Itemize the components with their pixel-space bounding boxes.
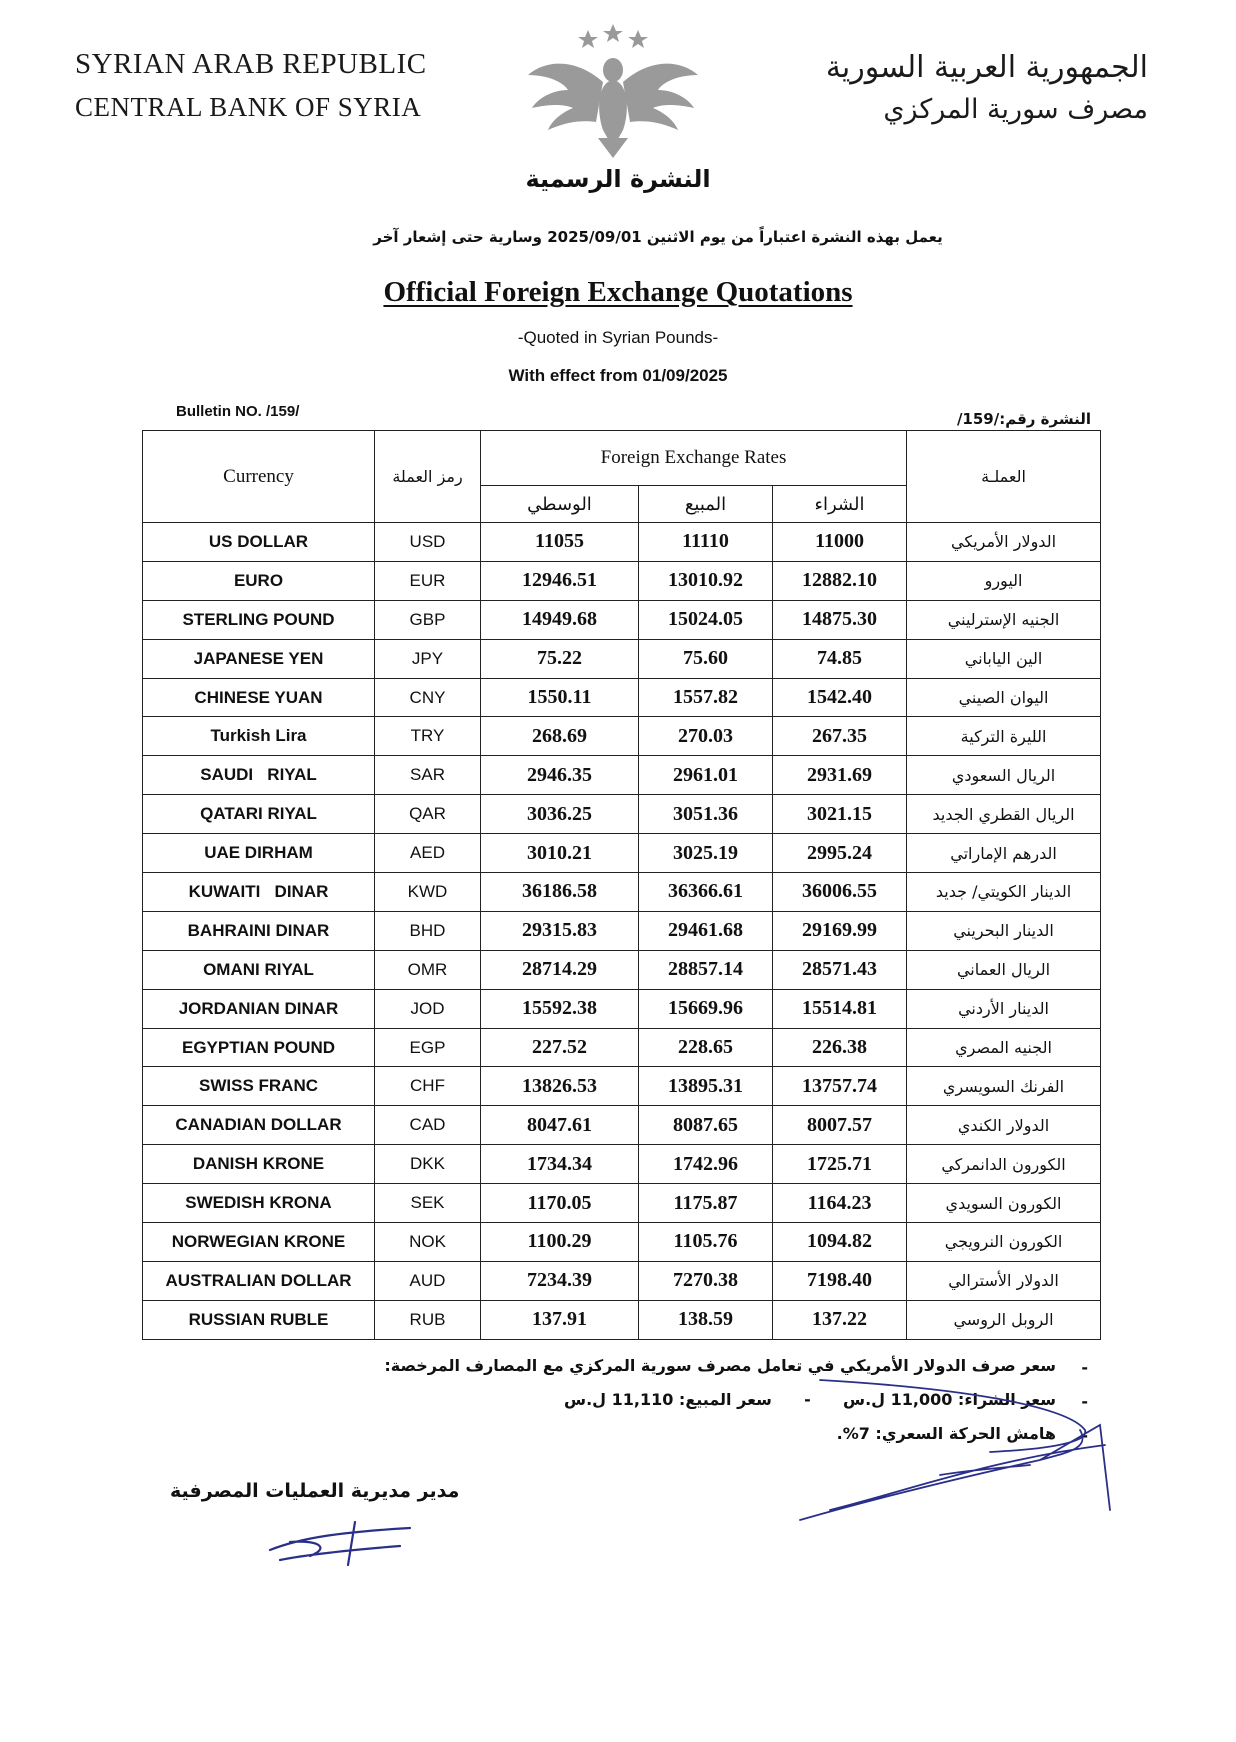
sell-rate: 7270.38 [639,1261,773,1300]
director-title: مدير مديرية العمليات المصرفية [170,1480,460,1502]
buy-rate: 29169.99 [773,911,907,950]
currency-name-ar: الريال العماني [907,950,1101,989]
table-row [143,1300,1101,1339]
page-title: Official Foreign Exchange Quotations [383,276,853,308]
currency-code: EGP [375,1028,481,1067]
sell-rate: 138.59 [639,1300,773,1339]
note-buy-rate: سعر الشراء: 11,000 ل.س [842,1390,1056,1409]
table-row [143,561,1101,600]
header-buy-ar: الشراء [773,486,907,523]
note-separator: - [804,1390,811,1409]
currency-name: US DOLLAR [143,523,375,562]
sell-rate: 1742.96 [639,1145,773,1184]
note-price-margin: هامش الحركة السعري: 7%. [836,1424,1056,1443]
currency-name-ar: الدينار البحريني [907,911,1101,950]
currency-name-ar: الليرة التركية [907,717,1101,756]
signature-right-icon [790,1370,1120,1540]
currency-name: RUSSIAN RUBLE [143,1300,375,1339]
currency-code: GBP [375,600,481,639]
currency-code: CHF [375,1067,481,1106]
currency-name-ar: الكورون النرويجي [907,1223,1101,1262]
sell-rate: 1175.87 [639,1184,773,1223]
page-subtitle: -Quoted in Syrian Pounds- [517,328,719,347]
currency-name-ar: الدينار الأردني [907,989,1101,1028]
table-row [143,989,1101,1028]
currency-name-ar: الريال السعودي [907,756,1101,795]
note-sell-rate: سعر المبيع: 11,110 ل.س [564,1390,772,1409]
effect-date: With effect from 01/09/2025 [508,366,728,385]
currency-name-ar: الكورون الدانمركي [907,1145,1101,1184]
mid-rate: 36186.58 [481,873,639,912]
sell-rate: 270.03 [639,717,773,756]
header-english-bank: CENTRAL BANK OF SYRIA [75,92,422,122]
currency-name: UAE DIRHAM [143,834,375,873]
header-english-country: SYRIAN ARAB REPUBLIC [75,48,427,80]
currency-code: BHD [375,911,481,950]
currency-name: BAHRAINI DINAR [143,911,375,950]
note-bullet: - [1081,1426,1088,1445]
mid-rate: 137.91 [481,1300,639,1339]
header-fx-rates: Foreign Exchange Rates [481,431,907,486]
sell-rate: 15024.05 [639,600,773,639]
buy-rate: 2995.24 [773,834,907,873]
mid-rate: 3010.21 [481,834,639,873]
currency-name: Turkish Lira [143,717,375,756]
mid-rate: 13826.53 [481,1067,639,1106]
table-row [143,717,1101,756]
currency-code: TRY [375,717,481,756]
table-row [143,523,1101,562]
currency-code: RUB [375,1300,481,1339]
currency-name: CANADIAN DOLLAR [143,1106,375,1145]
header-sell-ar: المبيع [639,486,773,523]
mid-rate: 268.69 [481,717,639,756]
note-bullet: - [1081,1392,1088,1411]
currency-name: SAUDI RIYAL [143,756,375,795]
buy-rate: 1542.40 [773,678,907,717]
currency-name: KUWAITI DINAR [143,873,375,912]
buy-rate: 267.35 [773,717,907,756]
currency-code: SEK [375,1184,481,1223]
mid-rate: 8047.61 [481,1106,639,1145]
sell-rate: 13010.92 [639,561,773,600]
currency-name: SWISS FRANC [143,1067,375,1106]
sell-rate: 36366.61 [639,873,773,912]
buy-rate: 14875.30 [773,600,907,639]
note-bullet: - [1081,1358,1088,1377]
buy-rate: 15514.81 [773,989,907,1028]
currency-name-ar: الدولار الأمريكي [907,523,1101,562]
exchange-rates-table [142,430,1101,1340]
buy-rate: 3021.15 [773,795,907,834]
table-row [143,950,1101,989]
currency-code: USD [375,523,481,562]
mid-rate: 1100.29 [481,1223,639,1262]
currency-name: CHINESE YUAN [143,678,375,717]
currency-name: AUSTRALIAN DOLLAR [143,1261,375,1300]
signature-left-icon [260,1510,420,1570]
currency-code: EUR [375,561,481,600]
mid-rate: 28714.29 [481,950,639,989]
currency-code: AED [375,834,481,873]
buy-rate: 11000 [773,523,907,562]
currency-name-ar: الكورون السويدي [907,1184,1101,1223]
sell-rate: 13895.31 [639,1067,773,1106]
currency-name: QATARI RIYAL [143,795,375,834]
table-row [143,1261,1101,1300]
buy-rate: 1094.82 [773,1223,907,1262]
currency-name-ar: الين الياباني [907,639,1101,678]
mid-rate: 75.22 [481,639,639,678]
table-body [143,523,1101,1340]
currency-name: SWEDISH KRONA [143,1184,375,1223]
buy-rate: 1164.23 [773,1184,907,1223]
bulletin-number-en: Bulletin NO. /159/ [176,403,300,420]
buy-rate: 8007.57 [773,1106,907,1145]
currency-code: SAR [375,756,481,795]
mid-rate: 11055 [481,523,639,562]
mid-rate: 227.52 [481,1028,639,1067]
mid-rate: 1170.05 [481,1184,639,1223]
header-currency-ar: العملـة [907,431,1101,523]
currency-name-ar: الدولار الأسترالي [907,1261,1101,1300]
currency-name-ar: اليورو [907,561,1101,600]
table-row [143,1028,1101,1067]
table-row [143,600,1101,639]
table-row [143,1106,1101,1145]
header-currency: Currency [143,431,375,523]
currency-code: AUD [375,1261,481,1300]
currency-name-ar: الدينار الكويتي/ جديد [907,873,1101,912]
currency-code: JPY [375,639,481,678]
table-row [143,911,1101,950]
mid-rate: 14949.68 [481,600,639,639]
currency-code: OMR [375,950,481,989]
currency-name-ar: الريال القطري الجديد [907,795,1101,834]
mid-rate: 2946.35 [481,756,639,795]
mid-rate: 7234.39 [481,1261,639,1300]
mid-rate: 12946.51 [481,561,639,600]
sell-rate: 3051.36 [639,795,773,834]
table-row [143,1223,1101,1262]
mid-rate: 29315.83 [481,911,639,950]
sell-rate: 28857.14 [639,950,773,989]
mid-rate: 1734.34 [481,1145,639,1184]
sell-rate: 15669.96 [639,989,773,1028]
buy-rate: 13757.74 [773,1067,907,1106]
currency-code: NOK [375,1223,481,1262]
table-row [143,834,1101,873]
currency-name: JORDANIAN DINAR [143,989,375,1028]
buy-rate: 226.38 [773,1028,907,1067]
table-row [143,756,1101,795]
currency-name-ar: الفرنك السويسري [907,1067,1101,1106]
currency-name: EURO [143,561,375,600]
sell-rate: 1557.82 [639,678,773,717]
currency-name-ar: الدرهم الإماراتي [907,834,1101,873]
currency-name-ar: الجنيه الإسترليني [907,600,1101,639]
sell-rate: 2961.01 [639,756,773,795]
currency-code: CNY [375,678,481,717]
sell-rate: 228.65 [639,1028,773,1067]
currency-code: JOD [375,989,481,1028]
buy-rate: 12882.10 [773,561,907,600]
currency-name: NORWEGIAN KRONE [143,1223,375,1262]
currency-name-ar: الروبل الروسي [907,1300,1101,1339]
currency-code: KWD [375,873,481,912]
effect-note-ar: يعمل بهذه النشرة اعتباراً من يوم الاثنين 2025/09/01 وسارية حتى إشعار آخر [373,228,943,246]
table-row [143,873,1101,912]
table-row [143,1067,1101,1106]
currency-name: JAPANESE YEN [143,639,375,678]
header-code-ar: رمز العملة [375,431,481,523]
buy-rate: 28571.43 [773,950,907,989]
buy-rate: 74.85 [773,639,907,678]
currency-name-ar: اليوان الصيني [907,678,1101,717]
sell-rate: 1105.76 [639,1223,773,1262]
currency-code: CAD [375,1106,481,1145]
table-row [143,678,1101,717]
currency-name-ar: الدولار الكندي [907,1106,1101,1145]
header-mid-ar: الوسطي [481,486,639,523]
currency-name: EGYPTIAN POUND [143,1028,375,1067]
header-arabic-bank: مصرف سورية المركزي [883,94,1148,125]
sell-rate: 3025.19 [639,834,773,873]
official-bulletin-title-ar: النشرة الرسمية [525,165,711,193]
sell-rate: 8087.65 [639,1106,773,1145]
mid-rate: 3036.25 [481,795,639,834]
table-row [143,639,1101,678]
currency-name: DANISH KRONE [143,1145,375,1184]
mid-rate: 15592.38 [481,989,639,1028]
table-row [143,1145,1101,1184]
sell-rate: 11110 [639,523,773,562]
header-arabic-country: الجمهورية العربية السورية [825,50,1148,85]
mid-rate: 1550.11 [481,678,639,717]
sell-rate: 29461.68 [639,911,773,950]
buy-rate: 137.22 [773,1300,907,1339]
currency-code: DKK [375,1145,481,1184]
bulletin-number-ar: النشرة رقم:/159/ [956,410,1091,428]
buy-rate: 36006.55 [773,873,907,912]
table-row [143,795,1101,834]
table-row [143,1184,1101,1223]
note-usd-rate-intro: سعر صرف الدولار الأمريكي في تعامل مصرف سورية المركزي مع المصارف المرخصة: [384,1356,1056,1375]
currency-name: STERLING POUND [143,600,375,639]
buy-rate: 2931.69 [773,756,907,795]
buy-rate: 1725.71 [773,1145,907,1184]
currency-name: OMANI RIYAL [143,950,375,989]
sell-rate: 75.60 [639,639,773,678]
buy-rate: 7198.40 [773,1261,907,1300]
eagle-emblem-icon [518,20,708,160]
currency-name-ar: الجنيه المصري [907,1028,1101,1067]
currency-code: QAR [375,795,481,834]
